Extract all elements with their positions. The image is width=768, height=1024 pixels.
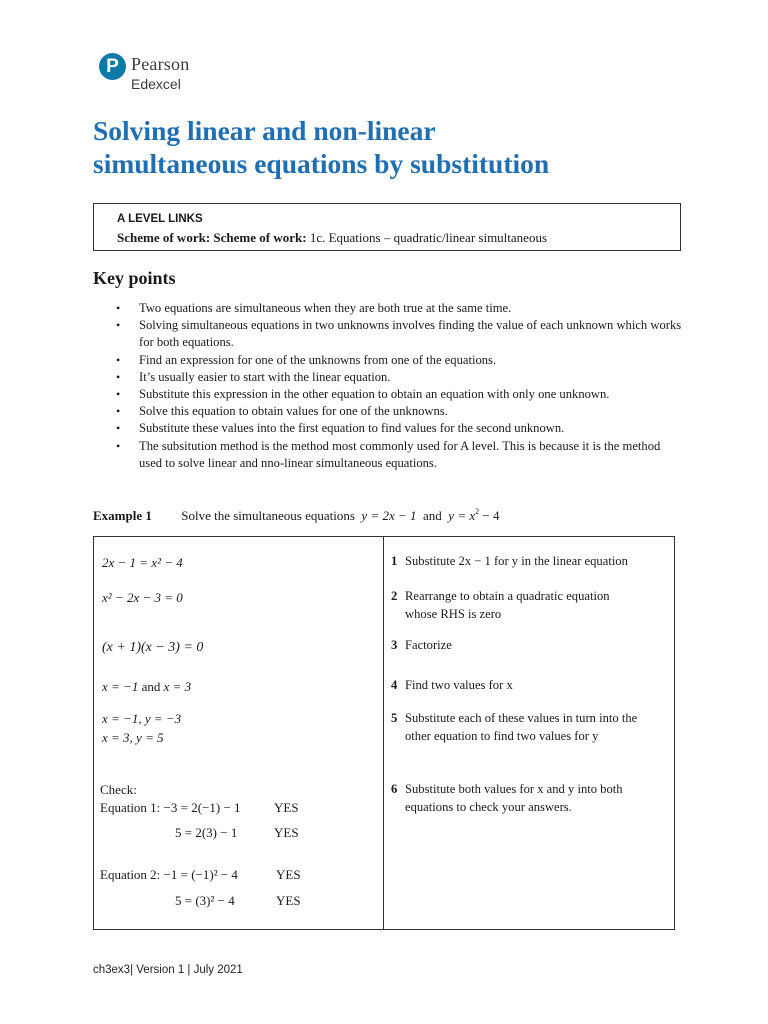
- key-points-heading: Key points: [93, 268, 176, 288]
- step-3: 3 Factorize: [391, 638, 452, 652]
- pearson-edexcel-logo: [99, 52, 209, 94]
- step-5: 5 Substitute each of these values in turn into the other equation to find two values for y: [391, 711, 638, 743]
- check-equation-2-line-1: Equation 2: −1 = (−1)² − 4: [100, 867, 238, 882]
- scheme-label-2: Scheme of work:: [213, 230, 307, 245]
- column-divider: [383, 537, 384, 929]
- page-footer: ch3ex3| Version 1 | July 2021: [93, 964, 243, 976]
- a-level-links-box: [93, 203, 681, 251]
- scheme-value: 1c. Equations – quadratic/linear simultaneous: [309, 230, 547, 245]
- example-heading: [93, 507, 499, 524]
- step-4: 4 Find two values for x: [391, 678, 513, 692]
- check-equation-1-line-2: 5 = 2(3) − 1: [175, 825, 238, 840]
- key-point: • Solve this equation to obtain values for one of the unknowns.: [116, 403, 686, 420]
- check-yes-3: YES: [276, 867, 301, 882]
- logo-subtitle: Edexcel: [131, 76, 181, 92]
- page-title-line-1: Solving linear and non-linear: [93, 115, 436, 146]
- example-equation-1: y = 2x − 1: [361, 508, 417, 523]
- page-title-line-2: simultaneous equations by substitution: [93, 148, 550, 179]
- key-point: • Find an expression for one of the unknowns from one of the equations.: [116, 352, 686, 369]
- working-line-2: x² − 2x − 3 = 0: [102, 590, 183, 605]
- working-line-4: x = −1 and x = 3: [102, 679, 192, 694]
- key-point: • Solving simultaneous equations in two unknowns involves finding the value of each unknown which works for both equations.: [116, 317, 686, 351]
- key-points-list: [116, 300, 686, 472]
- key-point: • The subsitution method is the method most commonly used for A level. This is because it is the method used to solve linear and nno-linear simultaneous equations.: [116, 438, 686, 472]
- key-point: • Two equations are simultaneous when they are both true at the same time.: [116, 300, 686, 317]
- check-equation-2-line-2: 5 = (3)² − 4: [175, 893, 235, 908]
- scheme-of-work-line: [117, 230, 547, 246]
- check-yes-2: YES: [274, 825, 299, 840]
- links-heading: A LEVEL LINKS: [117, 213, 203, 225]
- step-1: 1 Substitute 2x − 1 for y in the linear equation: [391, 554, 628, 568]
- example-label: Example 1: [93, 508, 152, 523]
- key-point: • Substitute these values into the first equation to find values for the second unknown.: [116, 420, 686, 437]
- example-solution-table: [93, 536, 675, 930]
- example-and: and: [423, 508, 442, 523]
- pearson-logo-icon: P: [99, 53, 126, 80]
- working-line-6: x = 3, y = 5: [102, 730, 164, 745]
- page-title: [93, 114, 693, 180]
- key-point: • Substitute this expression in the other equation to obtain an equation with only one unknown.: [116, 386, 686, 403]
- logo-name: Pearson: [131, 54, 190, 74]
- working-line-5: x = −1, y = −3: [102, 711, 182, 726]
- working-line-3: (x + 1)(x − 3) = 0: [102, 640, 204, 655]
- check-yes-1: YES: [274, 800, 299, 815]
- check-equation-1-line-1: Equation 1: −3 = 2(−1) − 1: [100, 800, 241, 815]
- working-line-1: 2x − 1 = x² − 4: [102, 555, 183, 570]
- example-prompt: Solve the simultaneous equations: [181, 508, 355, 523]
- check-yes-4: YES: [276, 893, 301, 908]
- step-6: 6 Substitute both values for x and y into both equations to check your answers.: [391, 782, 623, 814]
- example-equation-2: $y = x^2 - 4$: [448, 507, 500, 523]
- check-label: Check:: [100, 782, 137, 797]
- step-2: 2 Rearrange to obtain a quadratic equation whose RHS is zero: [391, 589, 610, 621]
- scheme-label-1: Scheme of work:: [117, 230, 211, 245]
- key-point: • It’s usually easier to start with the linear equation.: [116, 369, 686, 386]
